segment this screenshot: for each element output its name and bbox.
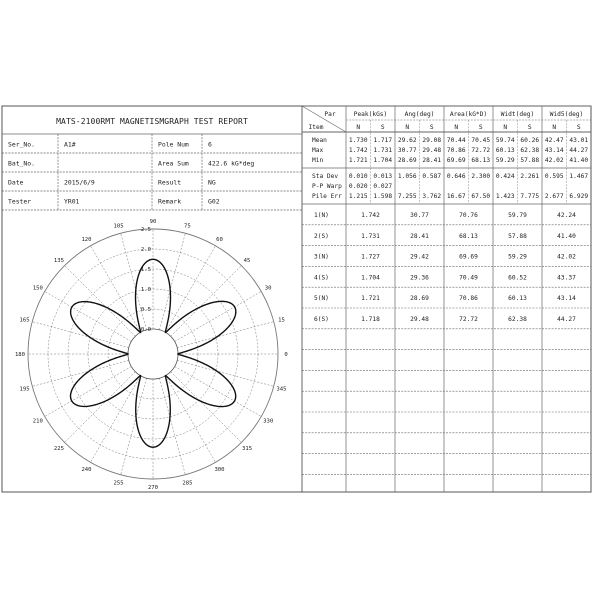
stat-value: 1.215	[348, 193, 368, 200]
stat-value: 62.38	[520, 147, 540, 154]
stat-value: 41.40	[569, 157, 589, 164]
polar-angle-label: 90	[149, 219, 157, 225]
polar-angle-label: 45	[243, 257, 251, 264]
stat-value: 0.424	[495, 173, 515, 180]
polar-angle-label: 225	[53, 446, 65, 453]
stat-value: 42.02	[544, 157, 564, 164]
stat-value: 1.731	[373, 147, 393, 154]
stat-value: 29.08	[422, 137, 442, 144]
stat-value: 0.595	[544, 173, 564, 180]
polar-angle-label: 75	[184, 223, 191, 230]
col-sub: N	[454, 124, 459, 131]
pole-value: 29.48	[410, 316, 429, 323]
pole-value: 30.77	[410, 212, 429, 219]
pole-value: 1.718	[361, 316, 380, 323]
stat-value: 44.27	[569, 147, 589, 154]
polar-radial-label: 0.0	[140, 327, 151, 333]
pole-value: 1.704	[361, 274, 380, 282]
stat-row-label: P-P Warp	[312, 183, 342, 190]
item-label: Item	[308, 124, 324, 131]
stat-value: 30.77	[397, 147, 417, 154]
polar-angle-label: 165	[19, 317, 30, 324]
stat-value: 28.69	[397, 157, 417, 164]
stat-value: 1.742	[348, 147, 368, 154]
stat-value: 7.775	[520, 193, 540, 200]
polar-angle-label: 300	[214, 467, 225, 474]
stat-value: 59.74	[495, 137, 515, 144]
info-label: Pole Num	[158, 140, 189, 149]
col-title: Area(kG*D)	[449, 111, 488, 118]
col-sub: N	[503, 124, 508, 131]
info-label: Tester	[8, 197, 32, 206]
pole-value: 68.13	[459, 232, 478, 240]
polar-radial-label: 0.5	[140, 307, 151, 313]
pole-value: 1.731	[361, 232, 380, 240]
info-value: YR01	[64, 197, 80, 206]
stat-row-label: Max	[312, 147, 324, 154]
pole-value: 62.38	[508, 316, 527, 323]
pole-value: 41.40	[557, 232, 576, 240]
polar-angle-label: 345	[276, 386, 287, 393]
polar-radial-label: 2.5	[140, 227, 151, 233]
pole-value: 57.88	[508, 232, 527, 240]
pole-value: 44.27	[557, 316, 576, 323]
pole-value: 60.13	[508, 295, 527, 303]
pole-value: 28.41	[410, 232, 429, 240]
pole-value: 60.52	[508, 274, 527, 282]
pole-value: 70.49	[459, 274, 478, 282]
stat-value: 70.86	[446, 147, 466, 154]
stat-value: 69.69	[446, 157, 466, 164]
stat-value: 16.67	[446, 193, 466, 200]
col-sub: N	[405, 124, 410, 131]
stat-row-label: Mean	[312, 137, 327, 144]
polar-radial-label: 2.0	[140, 247, 151, 253]
pole-value: 70.86	[459, 295, 478, 303]
pole-value: 69.69	[459, 253, 478, 261]
pole-label: 1(N)	[314, 212, 329, 219]
col-title: Peak(kGs)	[353, 111, 388, 118]
stat-value: 29.48	[422, 147, 442, 154]
col-sub: S	[576, 124, 581, 131]
par-label: Par	[324, 111, 336, 118]
info-label: Bat_No.	[8, 159, 35, 168]
info-label: Ser_No.	[8, 140, 35, 149]
polar-angle-label: 135	[53, 257, 65, 264]
polar-radial-label: 1.5	[140, 267, 151, 273]
info-label: Result	[158, 178, 182, 187]
stat-value: 0.646	[446, 173, 466, 180]
polar-angle-label: 285	[182, 480, 193, 487]
col-sub: S	[380, 124, 385, 131]
pole-value: 72.72	[459, 316, 478, 323]
stat-value: 0.020	[348, 183, 368, 190]
stat-value: 6.929	[569, 193, 589, 200]
polar-angle-label: 60	[216, 236, 223, 243]
pole-label: 4(S)	[314, 274, 329, 282]
polar-angle-label: 240	[81, 467, 92, 474]
pole-value: 28.69	[410, 295, 429, 303]
stat-row-label: Sta Dev	[312, 173, 339, 180]
pole-value: 42.02	[557, 253, 576, 261]
stat-value: 2.261	[520, 173, 540, 180]
stat-value: 1.721	[348, 157, 368, 164]
info-value: 2015/6/9	[64, 178, 95, 187]
polar-angle-label: 315	[241, 446, 253, 453]
polar-hub	[128, 329, 178, 379]
stat-value: 57.88	[520, 157, 540, 164]
polar-angle-label: 30	[264, 285, 272, 292]
stat-row-label: Min	[312, 157, 324, 164]
pole-value: 29.42	[410, 253, 429, 261]
pole-value: 1.727	[361, 253, 380, 261]
pole-value: 59.79	[508, 212, 527, 219]
stat-value: 0.010	[348, 173, 368, 180]
stat-value: 2.677	[544, 193, 564, 200]
info-value: 6	[208, 140, 212, 149]
info-value: A1#	[64, 140, 76, 149]
col-title: Ang(deg)	[404, 111, 435, 118]
stat-value: 3.762	[422, 193, 442, 200]
polar-angle-label: 180	[14, 352, 26, 358]
polar-angle-label: 150	[32, 285, 43, 292]
info-label: Date	[8, 178, 24, 187]
pole-value: 42.24	[557, 212, 576, 219]
pole-value: 59.29	[508, 253, 527, 261]
polar-angle-label: 120	[81, 236, 92, 243]
stat-value: 1.598	[373, 193, 393, 200]
col-sub: S	[429, 124, 434, 131]
polar-angle-label: 15	[278, 317, 285, 324]
stat-value: 2.300	[471, 173, 491, 180]
stat-value: 1.704	[373, 157, 393, 164]
col-title: Widt(deg)	[500, 111, 535, 118]
stat-value: 60.26	[520, 137, 540, 144]
stat-value: 59.29	[495, 157, 515, 164]
stat-value: 60.13	[495, 147, 515, 154]
col-sub: S	[478, 124, 483, 131]
stat-value: 7.255	[397, 193, 417, 200]
polar-angle-label: 105	[113, 223, 124, 230]
pole-value: 1.742	[361, 212, 380, 219]
stat-value: 43.14	[544, 147, 564, 154]
info-label: Area Sum	[158, 159, 189, 168]
stat-value: 1.056	[397, 173, 417, 180]
stat-value: 1.467	[569, 173, 589, 180]
info-value: 422.6 kG*deg	[208, 159, 255, 168]
info-label: Remark	[158, 197, 182, 206]
stat-value: 42.47	[544, 137, 564, 144]
polar-angle-label: 195	[19, 386, 30, 393]
polar-angle-label: 255	[113, 480, 124, 487]
pole-label: 5(N)	[314, 295, 329, 303]
stat-value: 1.423	[495, 193, 515, 200]
info-value: G02	[208, 197, 220, 206]
polar-angle-label: 330	[263, 418, 274, 425]
polar-angle-label: 210	[32, 418, 43, 425]
pole-value: 1.721	[361, 295, 380, 303]
stat-value: 68.13	[471, 157, 491, 164]
col-sub: S	[527, 124, 532, 131]
stat-value: 1.717	[373, 137, 393, 144]
stat-value: 72.72	[471, 147, 491, 154]
stat-value: 0.587	[422, 173, 442, 180]
stat-value: 67.50	[471, 193, 491, 200]
stat-value: 70.44	[446, 137, 466, 144]
pole-label: 2(S)	[314, 232, 329, 240]
pole-value: 43.37	[557, 274, 576, 282]
stat-value: 29.62	[397, 137, 417, 144]
polar-angle-label: 0	[284, 352, 288, 358]
pole-label: 3(N)	[314, 253, 329, 261]
polar-radial-label: 1.0	[140, 287, 151, 293]
pole-value: 70.76	[459, 212, 478, 219]
stat-value: 0.027	[373, 183, 393, 190]
stat-value: 43.01	[569, 137, 589, 144]
pole-value: 43.14	[557, 295, 576, 303]
stat-row-label: Pile Err	[312, 193, 342, 200]
stat-value: 70.45	[471, 137, 491, 144]
stat-value: 0.013	[373, 173, 393, 180]
col-title: Wid5(deg)	[549, 111, 584, 118]
col-sub: N	[356, 124, 361, 131]
pole-label: 6(S)	[314, 316, 329, 323]
col-sub: N	[552, 124, 557, 131]
stat-value: 28.41	[422, 157, 442, 164]
stat-value: 1.730	[348, 137, 368, 144]
report-title: MATS-2100RMT MAGNETISMGRAPH TEST REPORT	[56, 117, 248, 126]
pole-value: 29.36	[410, 274, 429, 282]
info-value: NG	[208, 178, 216, 187]
polar-angle-label: 270	[147, 485, 159, 491]
